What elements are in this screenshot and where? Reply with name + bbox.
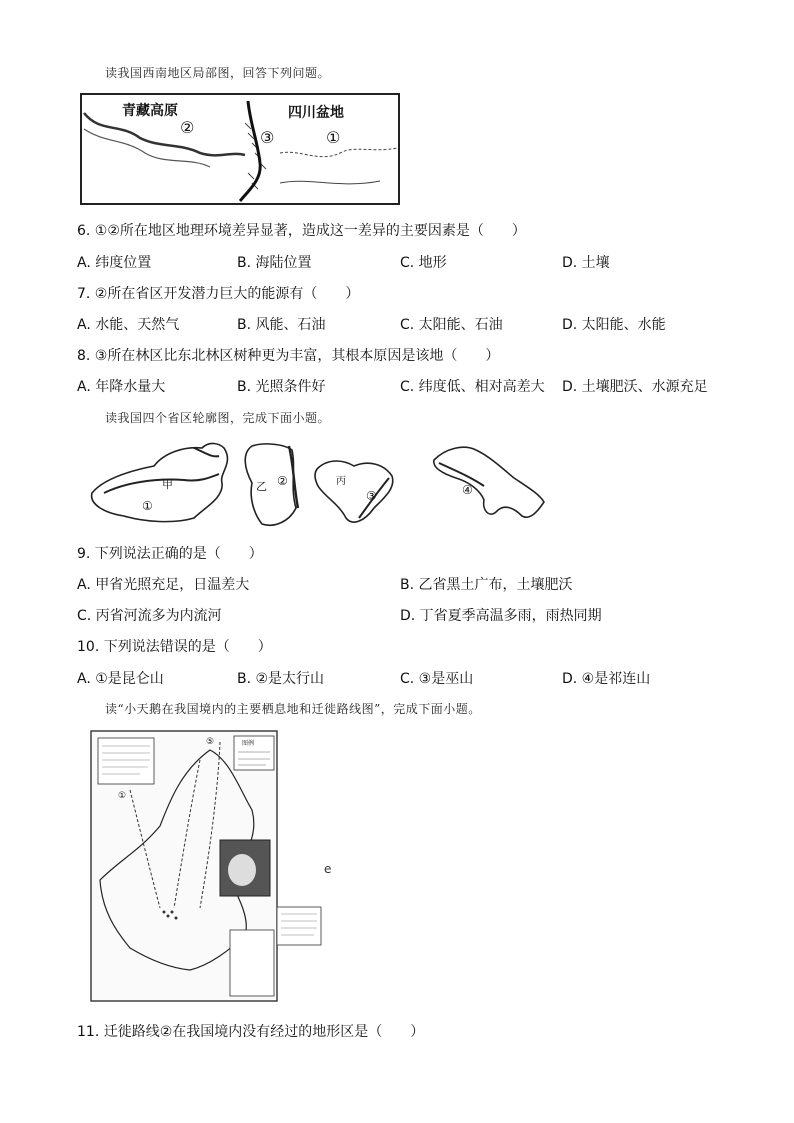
route-mark-1: ① bbox=[118, 791, 127, 801]
map1-mark-1: ① bbox=[326, 128, 341, 147]
q9-option-a[interactable]: A. 甲省光照充足，日温差大 bbox=[77, 577, 250, 593]
province-yi-mark: ② bbox=[277, 474, 288, 488]
province-jia-label: 甲 bbox=[162, 478, 173, 491]
intro-swan-migration: 读“小天鹅在我国境内的主要栖息地和迁徙路线图”，完成下面小题。 bbox=[105, 702, 481, 716]
intro-southwest-map: 读我国西南地区局部图，回答下列问题。 bbox=[105, 66, 331, 80]
q10-option-a[interactable]: A. ①是昆仑山 bbox=[77, 671, 164, 687]
province-ding-mark: ④ bbox=[462, 483, 473, 497]
q9-option-c[interactable]: C. 丙省河流多为内流河 bbox=[77, 608, 222, 624]
q8-option-b[interactable]: B. 光照条件好 bbox=[237, 379, 326, 395]
q6-option-a[interactable]: A. 纬度位置 bbox=[77, 255, 152, 271]
q10-option-b[interactable]: B. ②是太行山 bbox=[237, 671, 325, 687]
q7-option-d[interactable]: D. 太阳能、水能 bbox=[562, 317, 666, 333]
province-jia-outline bbox=[92, 443, 228, 521]
southwest-region-map bbox=[80, 93, 400, 205]
q8-option-a[interactable]: A. 年降水量大 bbox=[77, 379, 166, 395]
map1-mark-2: ② bbox=[180, 118, 195, 137]
question-8-stem: 8. ③所在林区比东北林区树种更为丰富，其根本原因是该地（ ） bbox=[77, 348, 500, 364]
map1-mark-3: ③ bbox=[260, 128, 275, 147]
label-sichuan-basin: 四川盆地 bbox=[288, 105, 344, 121]
q10-option-c[interactable]: C. ③是巫山 bbox=[400, 671, 474, 687]
q6-option-c[interactable]: C. 地形 bbox=[400, 255, 447, 271]
callout-box bbox=[277, 907, 321, 945]
q7-option-a[interactable]: A. 水能、天然气 bbox=[77, 317, 180, 333]
swan-shape bbox=[228, 854, 256, 886]
map3-info-box bbox=[98, 738, 154, 784]
label-qingzang-plateau: 青藏高原 bbox=[122, 103, 178, 119]
altai-line bbox=[194, 448, 219, 456]
province-bing-mark: ③ bbox=[366, 489, 377, 503]
question-10-stem: 10. 下列说法错误的是（ ） bbox=[77, 639, 272, 655]
q7-option-c[interactable]: C. 太阳能、石油 bbox=[400, 317, 503, 333]
q8-option-d[interactable]: D. 土壤肥沃、水源充足 bbox=[562, 379, 708, 395]
question-7-stem: 7. ②所在省区开发潜力巨大的能源有（ ） bbox=[77, 286, 360, 302]
question-11-stem: 11. 迁徙路线②在我国境内没有经过的地形区是（ ） bbox=[77, 1024, 425, 1040]
swan-migration-map bbox=[90, 730, 278, 1002]
stray-character: e bbox=[324, 862, 332, 876]
province-yi-label: 乙 bbox=[256, 480, 267, 493]
q9-option-b[interactable]: B. 乙省黑土广布，土壤肥沃 bbox=[400, 577, 573, 593]
q8-option-c[interactable]: C. 纬度低、相对高差大 bbox=[400, 379, 545, 395]
province-bing-outline bbox=[315, 461, 393, 522]
province-bing-label: 丙 bbox=[336, 476, 346, 487]
q7-option-b[interactable]: B. 风能、石油 bbox=[237, 317, 326, 333]
south-china-sea-inset bbox=[230, 930, 274, 996]
map3-legend-title: 图例 bbox=[242, 740, 255, 747]
question-6-stem: 6. ①②所在地区地理环境差异显著，造成这一差异的主要因素是（ ） bbox=[77, 223, 526, 239]
q6-option-d[interactable]: D. 土壤 bbox=[562, 255, 610, 271]
q10-option-d[interactable]: D. ④是祁连山 bbox=[562, 671, 651, 687]
intro-province-outlines: 读我国四个省区轮廓图，完成下面小题。 bbox=[105, 411, 331, 425]
question-9-stem: 9. 下列说法正确的是（ ） bbox=[77, 546, 263, 562]
province-ding-outline bbox=[434, 447, 544, 517]
province-outlines-map bbox=[84, 438, 554, 530]
wintering-callout bbox=[276, 906, 322, 946]
q9-option-d[interactable]: D. 丁省夏季高温多雨，雨热同期 bbox=[400, 608, 602, 624]
province-yi-outline bbox=[245, 444, 296, 525]
province-jia-mark: ① bbox=[142, 499, 153, 513]
route-mark-5: ⑤ bbox=[206, 737, 215, 747]
q6-option-b[interactable]: B. 海陆位置 bbox=[237, 255, 312, 271]
